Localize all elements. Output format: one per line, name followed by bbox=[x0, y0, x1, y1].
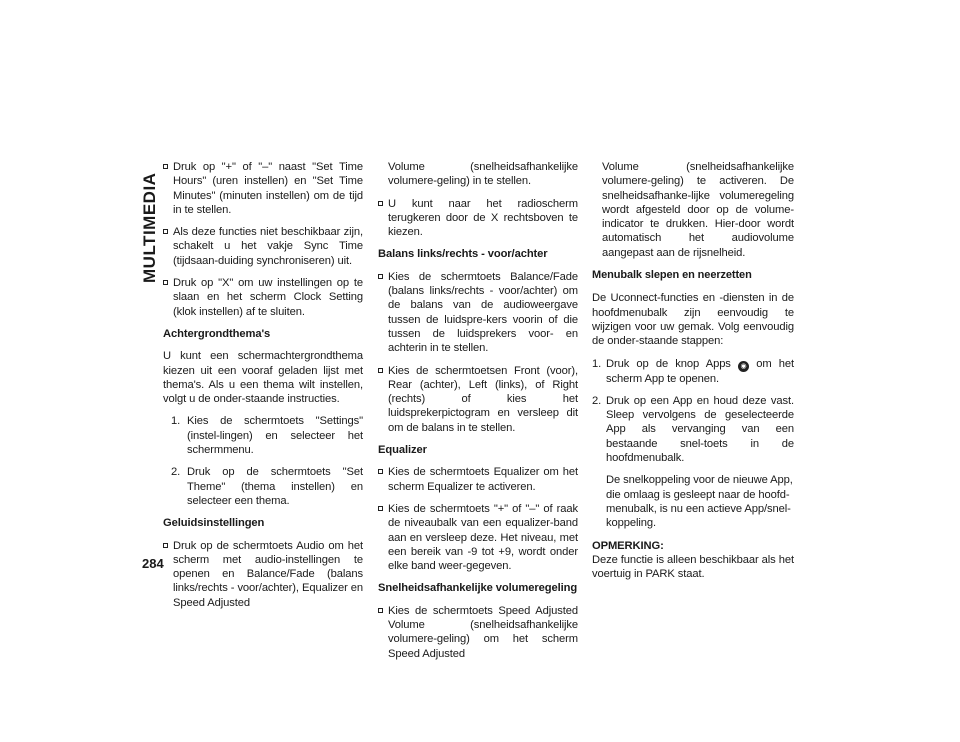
list-item bbox=[378, 465, 578, 494]
apps-button-icon: ◉ bbox=[738, 361, 749, 372]
list-item bbox=[378, 502, 578, 573]
list-item-text: Kies de schermtoets Speed Adjusted Volume (snelheidsafhankelijke volumere-geling) om het scherm Speed Adjusted bbox=[388, 604, 578, 660]
list-item bbox=[378, 604, 578, 661]
note-title: OPMERKING: bbox=[592, 539, 664, 552]
list-item-text: Als deze functies niet beschikbaar zijn, schakelt u het vakje Sync Time (tijdsaan-duiding synchroniseren) uit. bbox=[173, 226, 363, 267]
continued-text: Volume (snelheidsafhankelijke volumere-geling) in te stellen. bbox=[388, 161, 578, 188]
bullet-square-icon bbox=[163, 229, 168, 234]
section-heading: Equalizer bbox=[378, 444, 427, 457]
list-item-text: U kunt naar het radioscherm terugkeren door de X rechtsboven te kiezen. bbox=[388, 197, 578, 239]
step-number: 1. bbox=[592, 357, 602, 370]
column-3 bbox=[592, 160, 794, 589]
bullet-square-icon bbox=[163, 280, 168, 285]
continued-text: Volume (snelheidsafhankelijke volumere-geling) te activeren. De snelheidsafhanke-lijke volumeregeling wordt afgesteld door op de volume-indicator te drukken. Hier-door wordt automatisch het audiovolume aangepast aan de rijsnelheid. bbox=[602, 161, 794, 259]
section-heading: Balans links/rechts - voor/achter bbox=[378, 248, 548, 261]
section-heading: Menubalk slepen en neerzetten bbox=[592, 269, 752, 282]
numbered-step bbox=[592, 394, 794, 465]
bullet-square-icon bbox=[378, 368, 383, 373]
list-item-text: Kies de schermtoets Balance/Fade (balans links/rechts - voor/achter) om de balans van de audioweergave tussen de luidspre-kers voorin of die tussen de luidsprekers voor- en achterin in te stellen. bbox=[388, 270, 578, 355]
step-number: 1. bbox=[171, 415, 181, 428]
column-1 bbox=[163, 160, 363, 618]
bullet-square-icon bbox=[163, 164, 168, 169]
list-item-text: Druk op "X" om uw instellingen op te slaan en het scherm Clock Setting (klok instellen) af te sluiten. bbox=[173, 277, 363, 318]
numbered-step bbox=[163, 414, 363, 457]
page-number: 284 bbox=[142, 556, 164, 571]
section-heading: Geluidsinstellingen bbox=[163, 517, 265, 530]
list-item-text: Druk op de schermtoets Audio om het scherm met audio-instellingen te openen en Balance/Fade (balans links/rechts - voor/achter), Equalizer en Speed Adjusted bbox=[173, 539, 363, 609]
bullet-square-icon bbox=[378, 608, 383, 613]
list-item-text: Kies de schermtoets Equalizer om het scherm Equalizer te activeren. bbox=[388, 466, 578, 493]
step-subnote: De snelkoppeling voor de nieuwe App, die omlaag is gesleept naar de hoofd-menubalk, is nu een actieve App/snel-koppeling. bbox=[606, 474, 793, 530]
step-text: Kies de schermtoets "Settings" (instel-lingen) en selecteer het schermmenu. bbox=[187, 415, 363, 457]
list-item bbox=[378, 197, 578, 240]
numbered-step bbox=[163, 465, 363, 508]
list-item bbox=[378, 270, 578, 356]
column-2 bbox=[378, 160, 578, 669]
paragraph: De Uconnect-functies en -diensten in de hoofdmenubalk zijn eenvoudig te wijzigen voor uw gemak. Volg eenvoudig de onder-staande stappen: bbox=[592, 292, 794, 348]
step-text: Druk op de knop Apps bbox=[606, 357, 731, 370]
section-heading: Snelheidsafhankelijke volumeregeling bbox=[378, 582, 578, 595]
section-label: MULTIMEDIA bbox=[140, 172, 159, 283]
step-text: Druk op een App en houd deze vast. Sleep vervolgens de geselecteerde App als vervanging van een bestaande snel-toets in de hoofdmenubalk. bbox=[606, 394, 794, 465]
list-item bbox=[163, 276, 363, 319]
bullet-square-icon bbox=[378, 506, 383, 511]
list-item bbox=[163, 539, 363, 610]
step-text: Druk op de schermtoets "Set Theme" (thema instellen) en selecteer een thema. bbox=[187, 466, 363, 507]
list-item-text: Kies de schermtoets "+" of "–" of raak de niveaubalk van een equalizer-band aan en versleep deze. Het niveau, met een bereik van -9 tot +9, wordt onder elke band weer-gegeven. bbox=[388, 502, 578, 573]
bullet-square-icon bbox=[378, 201, 383, 206]
note-text: Deze functie is alleen beschikbaar als het voertuig in PARK staat. bbox=[592, 553, 794, 581]
numbered-step bbox=[592, 357, 794, 386]
step-number: 2. bbox=[171, 466, 181, 479]
list-item-text: Druk op "+" of "–" naast "Set Time Hours" (uren instellen) en "Set Time Minutes" (minuten instellen) om de tijd in te stellen. bbox=[173, 161, 363, 216]
list-item bbox=[163, 160, 363, 217]
step-text: om het scherm App te openen. bbox=[606, 357, 795, 385]
list-item bbox=[378, 364, 578, 435]
step-number: 2. bbox=[592, 394, 602, 407]
list-item-text: Kies de schermtoetsen Front (voor), Rear (achter), Left (links), of Right (rechts) of kies het luidsprekerpictogram en versleep dit om de balans in te stellen. bbox=[388, 364, 578, 434]
bullet-square-icon bbox=[378, 469, 383, 474]
bullet-square-icon bbox=[378, 274, 383, 279]
paragraph: U kunt een schermachtergrondthema kiezen uit een vooraf geladen lijst met thema's. Als u een thema wilt instellen, volgt u de onder-staande instructies. bbox=[163, 350, 363, 406]
list-item bbox=[163, 225, 363, 268]
section-heading: Achtergrondthema's bbox=[163, 327, 271, 340]
bullet-square-icon bbox=[163, 543, 168, 548]
